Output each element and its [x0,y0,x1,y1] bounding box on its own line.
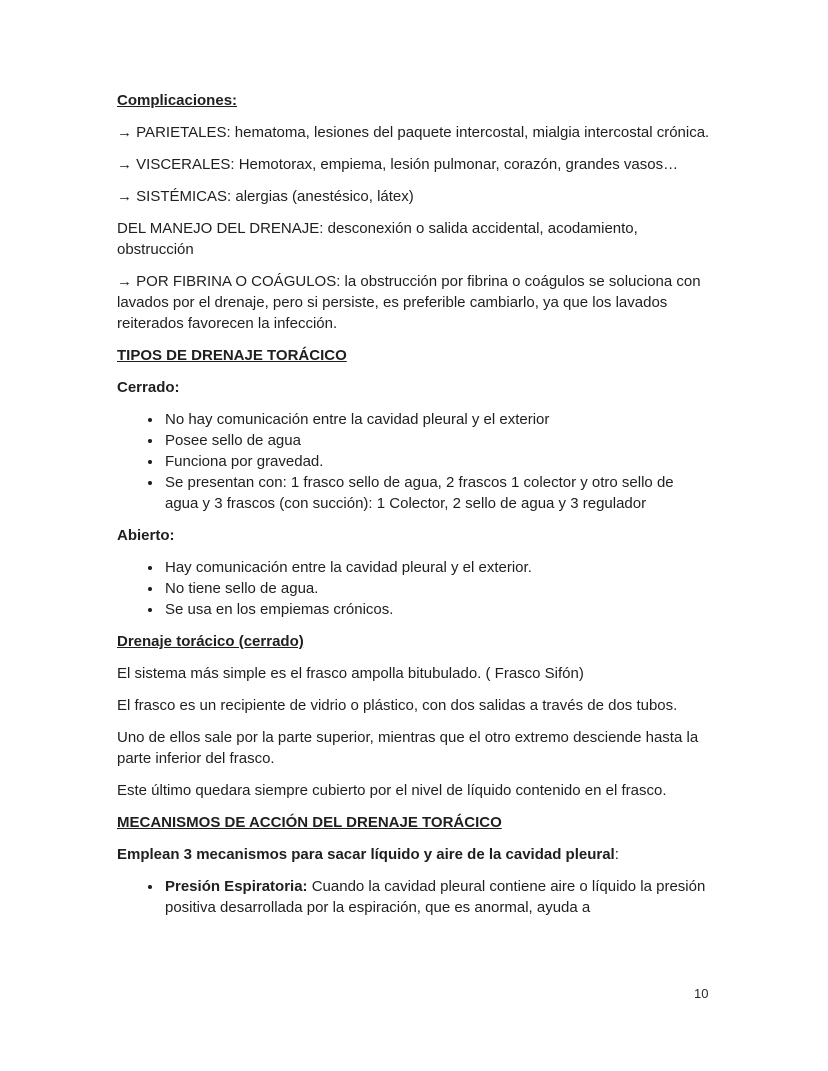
list-item: • Hay comunicación entre la cavidad pleural y el exterior. [163,557,711,578]
document-body [117,90,711,918]
body-paragraph: Emplean 3 mecanismos para sacar líquido y aire de la cavidad pleural: [117,846,619,863]
section-heading: MECANISMOS DE ACCIÓN DEL DRENAJE TORÁCICO [117,814,502,831]
list-item: • No tiene sello de agua. [163,578,711,599]
list-item: • Se presentan con: 1 frasco sello de agua, 2 frascos 1 colector y otro sello de agua y 3 frascos (con succión): 1 Colector, 2 sello de agua y 3 regulador [163,472,711,514]
list-item: • Posee sello de agua [163,430,711,451]
section-heading: TIPOS DE DRENAJE TORÁCICO [117,347,347,364]
section-subheading: Abierto: [117,527,175,544]
body-paragraph: → POR FIBRINA O COÁGULOS: la obstrucción por fibrina o coágulos se soluciona con lavados por el drenaje, pero si persiste, es preferible cambiarlo, ya que los lavados reiterados favorecen la infección. [117,273,701,332]
body-paragraph: Este último quedara siempre cubierto por el nivel de líquido contenido en el frasco. [117,782,667,799]
list-item: • No hay comunicación entre la cavidad pleural y el exterior [163,409,711,430]
list-item: • Presión Espiratoria: Cuando la cavidad pleural contiene aire o líquido la presión positiva desarrollada por la espiración, que es anormal, ayuda a [163,876,711,918]
bullet-list [117,876,711,918]
bold-run: Emplean 3 mecanismos para sacar líquido y aire de la cavidad pleural [117,846,615,863]
page-number: 10 [694,986,709,1001]
section-subheading: Cerrado: [117,379,180,396]
list-item: • Se usa en los empiemas crónicos. [163,599,711,620]
body-paragraph: → VISCERALES: Hemotorax, empiema, lesión pulmonar, corazón, grandes vasos… [117,156,679,173]
body-paragraph: → PARIETALES: hematoma, lesiones del paquete intercostal, mialgia intercostal crónica. [117,124,710,141]
section-heading: Drenaje torácico (cerrado) [117,633,304,650]
body-paragraph: El sistema más simple es el frasco ampolla bitubulado. ( Frasco Sifón) [117,665,584,682]
body-paragraph: Uno de ellos sale por la parte superior, mientras que el otro extremo desciende hasta la parte inferior del frasco. [117,729,699,767]
body-paragraph: El frasco es un recipiente de vidrio o plástico, con dos salidas a través de dos tubos. [117,697,678,714]
body-paragraph: DEL MANEJO DEL DRENAJE: desconexión o salida accidental, acodamiento, obstrucción [117,220,638,258]
bold-run: Presión Espiratoria: [165,878,308,895]
list-item: • Funciona por gravedad. [163,451,711,472]
bullet-list [117,557,711,620]
body-paragraph: → SISTÉMICAS: alergias (anestésico, látex) [117,188,414,205]
bullet-list [117,409,711,514]
section-heading: Complicaciones: [117,92,238,109]
